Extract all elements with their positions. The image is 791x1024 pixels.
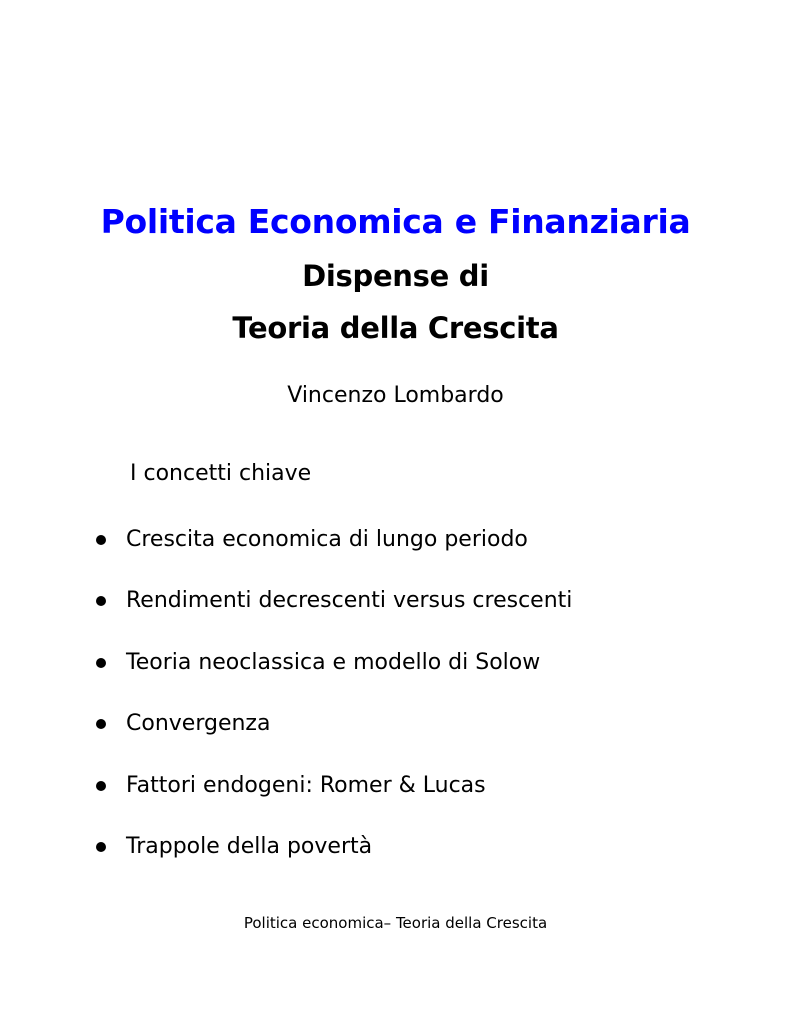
bullet-icon — [96, 842, 106, 852]
key-concepts-heading: I concetti chiave — [130, 461, 312, 486]
list-item-text: Fattori endogeni: Romer & Lucas — [126, 772, 486, 798]
document-subtitle — [0, 250, 791, 354]
page-footer: Politica economica– Teoria della Crescita — [243, 914, 548, 932]
bullet-icon — [96, 781, 106, 791]
subtitle-line-2: Teoria della Crescita — [232, 311, 559, 345]
list-item-text: Crescita economica di lungo periodo — [126, 527, 528, 552]
subtitle-line-1: Dispense di — [302, 259, 489, 293]
bullet-icon — [96, 719, 106, 729]
list-item-text: Teoria neoclassica e modello di Solow — [126, 649, 541, 675]
list-item-text: Rendimenti decrescenti versus crescenti — [126, 588, 573, 614]
list-item-text: Trappole della povertà — [126, 833, 373, 859]
bullet-icon — [96, 535, 106, 545]
document-title: Politica Economica e Finanziaria — [100, 202, 691, 242]
list-item-text: Convergenza — [126, 711, 271, 737]
bullet-icon — [96, 596, 106, 606]
author-name: Vincenzo Lombardo — [287, 383, 504, 408]
bullet-icon — [96, 658, 106, 668]
